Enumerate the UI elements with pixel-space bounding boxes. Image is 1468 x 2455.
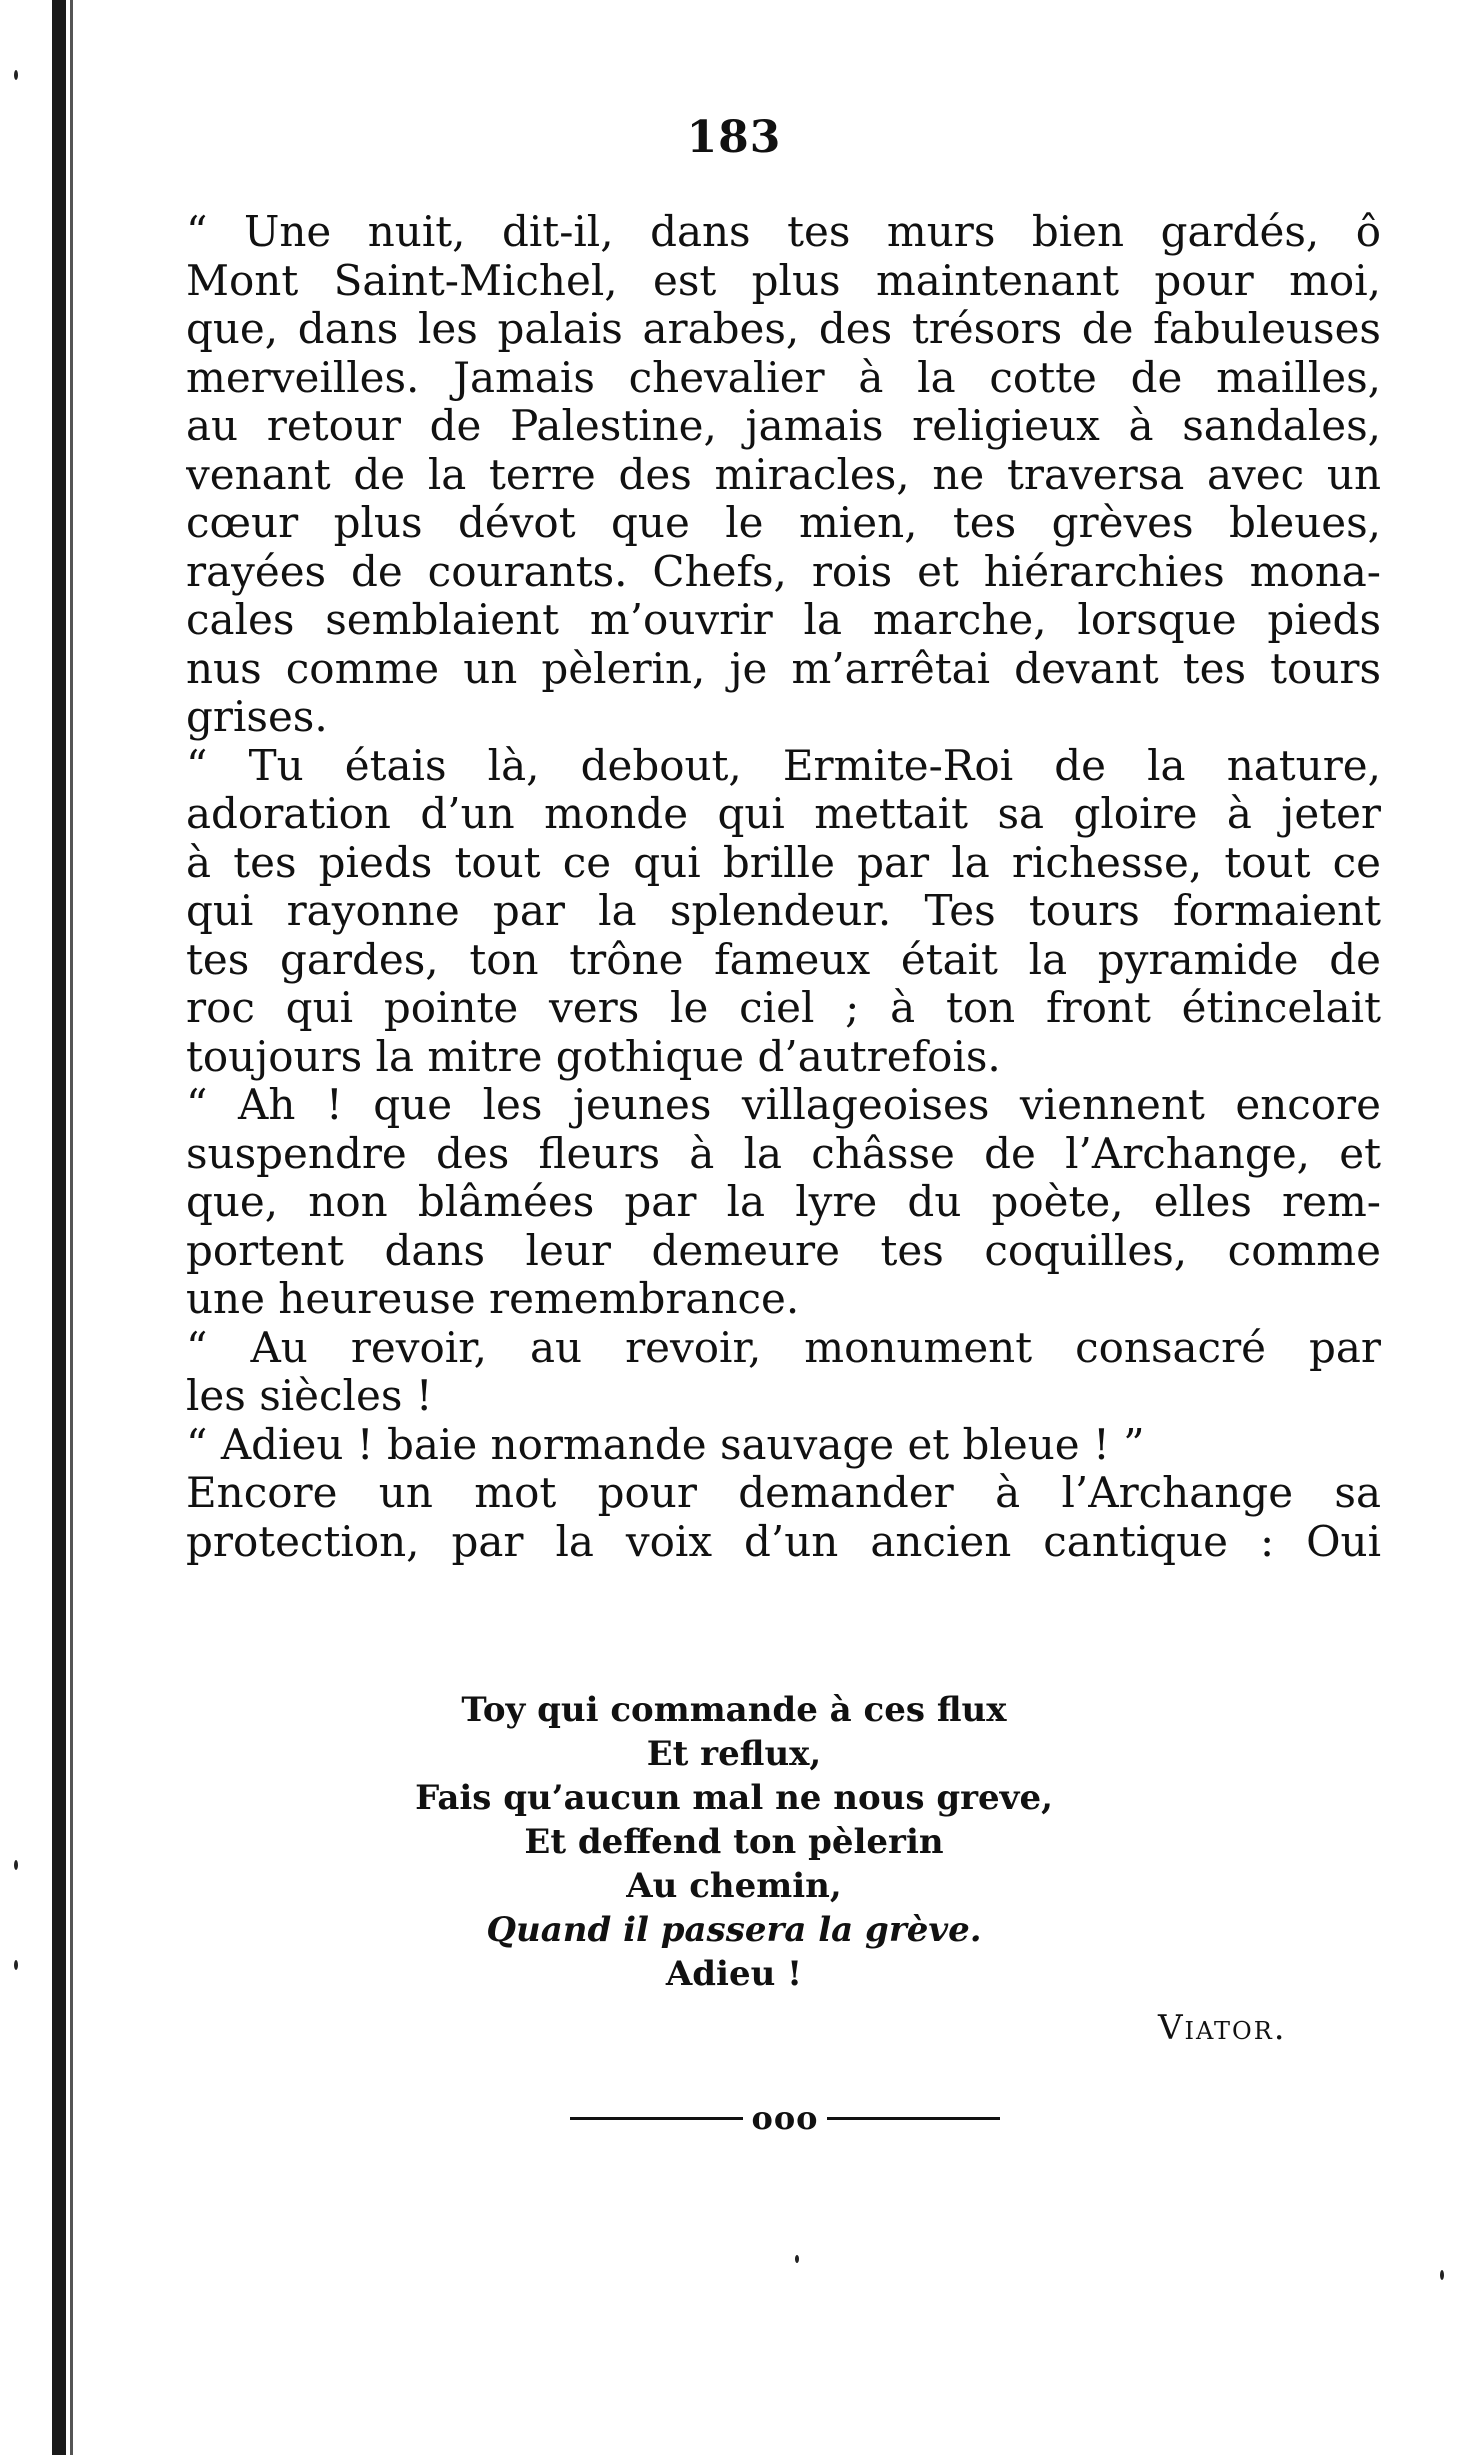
- page-number: 183: [686, 112, 782, 163]
- print-speck: [14, 70, 18, 80]
- text-line: cales semblaient m’ouvrir la marche, lorsque pieds: [186, 596, 1381, 644]
- signature-text: Viator.: [1158, 2008, 1287, 2048]
- text-line: au retour de Palestine, jamais religieux à sandales,: [186, 402, 1381, 450]
- verse-line: Fais qu’aucun mal ne nous greve,: [415, 1778, 1053, 1818]
- paragraph-6: [186, 1469, 1381, 1566]
- print-speck: [795, 2255, 799, 2263]
- binding-edge: [52, 0, 66, 2455]
- body-text: [186, 208, 1381, 1566]
- text-line: une heureuse remembrance.: [186, 1275, 800, 1323]
- paragraph-3: [186, 1081, 1381, 1324]
- text-line: “ Ah ! que les jeunes villageoises viennent encore: [186, 1081, 1381, 1129]
- text-line: Encore un mot pour demander à l’Archange sa: [186, 1469, 1381, 1517]
- text-line: “ Une nuit, dit-il, dans tes murs bien gardés, ô: [186, 208, 1381, 256]
- text-line: grises.: [186, 693, 328, 741]
- paragraph-1: [186, 208, 1381, 742]
- separator-mark: ooo: [751, 2099, 819, 2137]
- verse-line: Adieu !: [665, 1954, 803, 1994]
- author-signature: [1158, 2008, 1287, 2048]
- binding-edge-shadow: [70, 0, 73, 2455]
- text-line: suspendre des fleurs à la châsse de l’Archange, et: [186, 1129, 1381, 1178]
- text-line: venant de la terre des miracles, ne traversa avec un: [186, 450, 1381, 499]
- text-line: rayées de courants. Chefs, rois et hiérarchies mona-: [186, 547, 1381, 596]
- verse-line: Au chemin,: [626, 1866, 842, 1906]
- separator-rule-right: [827, 2117, 1000, 2120]
- verse-line: Et deffend ton pèlerin: [524, 1822, 944, 1862]
- text-line: protection, par la voix d’un ancien cantique : Oui: [186, 1517, 1381, 1566]
- verse-line: Et reflux,: [646, 1734, 822, 1774]
- text-line: qui rayonne par la splendeur. Tes tours formaient: [186, 887, 1381, 935]
- print-speck: [1440, 2270, 1444, 2280]
- separator-rule-left: [570, 2117, 743, 2120]
- text-line: les siècles !: [186, 1372, 433, 1420]
- section-separator: [570, 2098, 1000, 2138]
- text-line: toujours la mitre gothique d’autrefois.: [186, 1032, 1001, 1081]
- paragraph-5: [186, 1421, 1381, 1470]
- paragraph-2: [186, 742, 1381, 1082]
- text-line: “ Tu étais là, debout, Ermite-Roi de la nature,: [186, 741, 1381, 790]
- verse-line: Toy qui commande à ces flux: [461, 1690, 1007, 1730]
- text-line: portent dans leur demeure tes coquilles, comme: [186, 1226, 1381, 1275]
- text-line: “ Au revoir, au revoir, monument consacré par: [186, 1323, 1381, 1372]
- text-line: Mont Saint-Michel, est plus maintenant pour moi,: [186, 256, 1381, 305]
- text-line: merveilles. Jamais chevalier à la cotte de mailles,: [186, 353, 1381, 402]
- text-line: “ Adieu ! baie normande sauvage et bleue ! ”: [186, 1420, 1145, 1469]
- text-line: tes gardes, ton trône fameux était la pyramide de: [186, 935, 1381, 984]
- text-line: que, dans les palais arabes, des trésors de fabuleuses: [186, 305, 1381, 353]
- canticle-verse: [0, 1688, 1468, 1996]
- text-line: roc qui pointe vers le ciel ; à ton front étincelait: [186, 984, 1381, 1032]
- paragraph-4: [186, 1324, 1381, 1421]
- text-line: à tes pieds tout ce qui brille par la richesse, tout ce: [186, 838, 1381, 887]
- text-line: que, non blâmées par la lyre du poète, elles rem-: [186, 1178, 1381, 1226]
- text-line: nus comme un pèlerin, je m’arrêtai devant tes tours: [186, 644, 1381, 693]
- text-line: cœur plus dévot que le mien, tes grèves bleues,: [186, 499, 1381, 547]
- verse-line: Quand il passera la grève.: [486, 1910, 982, 1950]
- text-line: adoration d’un monde qui mettait sa gloire à jeter: [186, 790, 1381, 838]
